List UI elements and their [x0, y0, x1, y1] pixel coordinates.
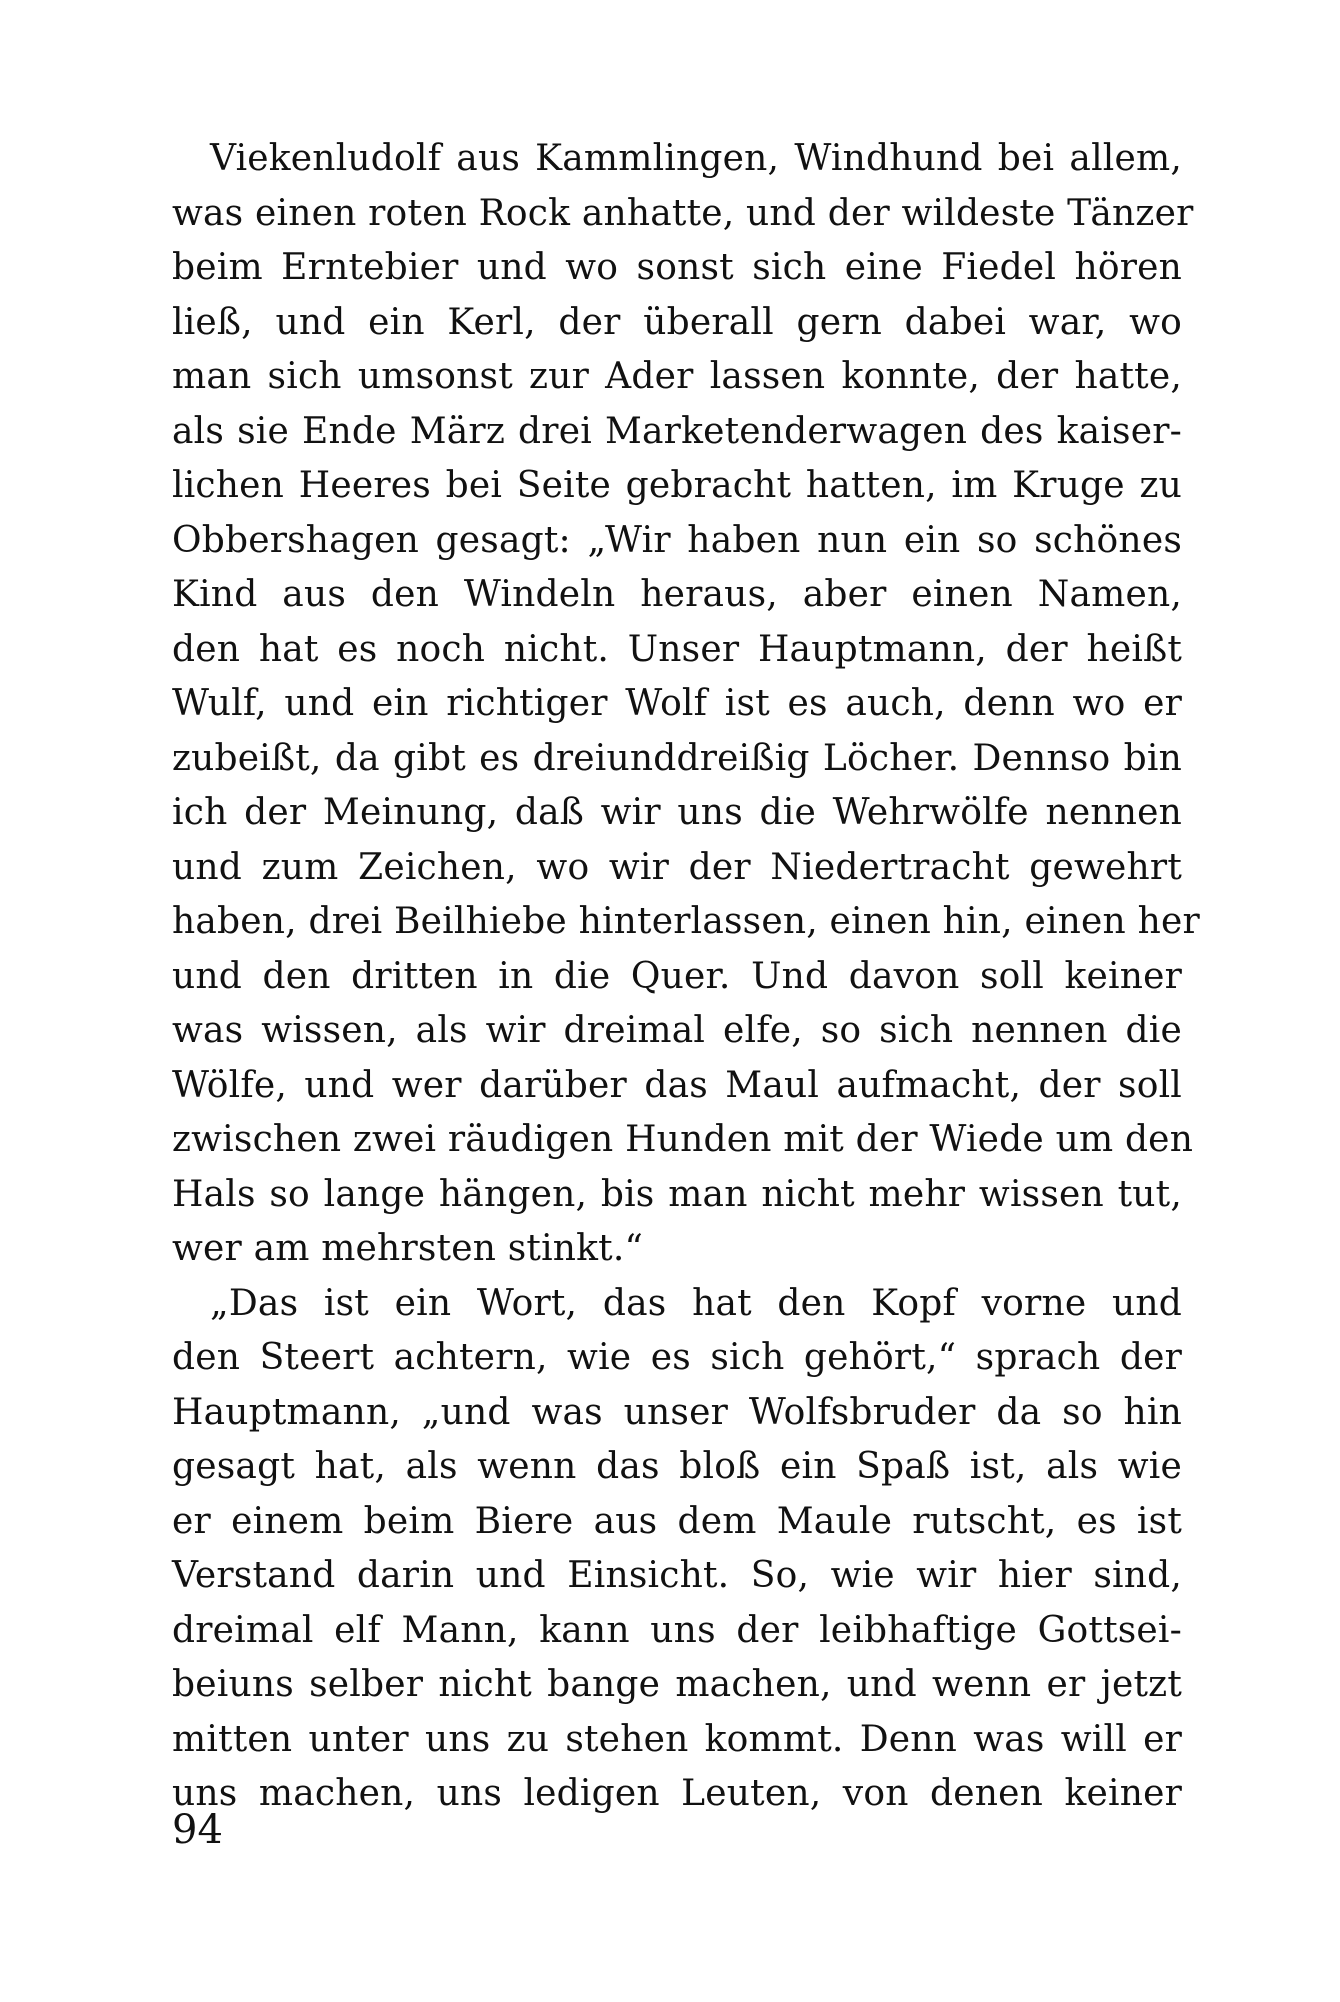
- text-line: als sie Ende März drei Marketenderwagen des kaiser-: [172, 410, 1182, 452]
- text-line: Wölfe, und wer darüber das Maul aufmacht, der soll: [172, 1064, 1182, 1106]
- text-line: Viekenludolf aus Kammlingen, Windhund bei allem,: [210, 138, 1182, 179]
- text-line: ich der Meinung, daß wir uns die Wehrwölfe nennen: [172, 792, 1182, 833]
- text-line: Verstand darin und Einsicht. So, wie wir hier sind,: [172, 1555, 1182, 1596]
- text-line: zwischen zwei räudigen Hunden mit der Wiede um den: [172, 1119, 1194, 1160]
- text-line: ließ, und ein Kerl, der überall gern dabei war, wo: [172, 301, 1182, 343]
- text-line: was wissen, als wir dreimal elfe, so sich nennen die: [172, 1010, 1182, 1051]
- text-line: den Steert achtern, wie es sich gehört,“ sprach der: [172, 1337, 1182, 1378]
- text-line: wer am mehrsten stinkt.“: [172, 1228, 644, 1269]
- body-text: [172, 132, 1200, 1822]
- text-line: lichen Heeres bei Seite gebracht hatten, im Kruge zu: [172, 465, 1182, 506]
- text-line: beim Erntebier und wo sonst sich eine Fiedel hören: [172, 247, 1182, 288]
- text-line: mitten unter uns zu stehen kommt. Denn was will er: [172, 1718, 1182, 1760]
- text-line: haben, drei Beilhiebe hinterlassen, einen hin, einen her: [172, 901, 1200, 942]
- text-line: man sich umsonst zur Ader lassen konnte, der hatte,: [172, 356, 1182, 397]
- text-line: Hauptmann, „und was unser Wolfsbruder da so hin: [172, 1391, 1182, 1433]
- text-line: Kind aus den Windeln heraus, aber einen Namen,: [172, 574, 1182, 615]
- page-number: 94: [172, 1807, 223, 1853]
- text-line: er einem beim Biere aus dem Maule rutscht, es ist: [172, 1500, 1182, 1542]
- text-line: und zum Zeichen, wo wir der Niedertracht gewehrt: [172, 846, 1182, 888]
- text-line: Wulf, und ein richtiger Wolf ist es auch, denn wo er: [172, 683, 1182, 724]
- text-line: den hat es noch nicht. Unser Hauptmann, der heißt: [172, 628, 1182, 670]
- text-line: dreimal elf Mann, kann uns der leibhaftige Gottsei-: [172, 1609, 1182, 1651]
- text-line: gesagt hat, als wenn das bloß ein Spaß ist, als wie: [172, 1446, 1182, 1487]
- text-line: und den dritten in die Quer. Und davon soll keiner: [172, 955, 1182, 997]
- text-line: „Das ist ein Wort, das hat den Kopf vorne und: [210, 1282, 1182, 1324]
- text-line: Obbershagen gesagt: „Wir haben nun ein so schönes: [172, 519, 1182, 561]
- text-line: beiuns selber nicht bange machen, und wenn er jetzt: [172, 1664, 1182, 1705]
- text-line: uns machen, uns ledigen Leuten, von denen keiner: [172, 1773, 1182, 1814]
- text-line: was einen roten Rock anhatte, und der wildeste Tänzer: [172, 192, 1194, 234]
- text-line: Hals so lange hängen, bis man nicht mehr wissen tut,: [172, 1173, 1182, 1215]
- text-line: zubeißt, da gibt es dreiunddreißig Löcher. Dennso bin: [172, 737, 1182, 779]
